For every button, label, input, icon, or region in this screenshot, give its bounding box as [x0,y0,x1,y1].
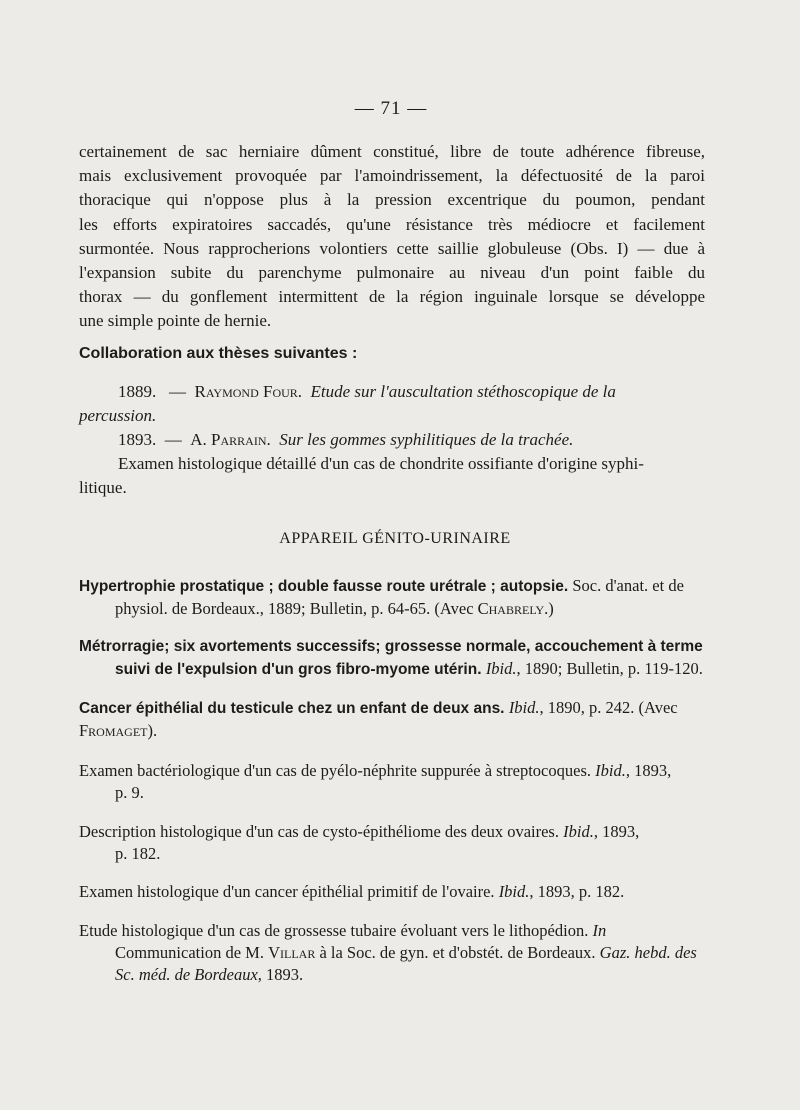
paragraph-line: mais exclusivement provoquée par l'amoindrissement, la défectuosité de la paroi [79,166,705,186]
reference-title: Etude histologique d'un cas de grossesse tubaire évoluant vers le lithopédion. [79,921,593,940]
reference-item [79,881,705,903]
collaboration-heading: Collaboration aux thèses suivantes : [79,345,358,362]
reference-coauthor: Chabrely [477,599,545,618]
reference-item [79,760,705,804]
reference-ibid: Ibid. [595,761,626,780]
reference-source: à la Soc. de gyn. et d'obstét. de Bordeaux. [315,943,600,962]
reference-source: , 1890; Bulletin, p. 119-120. [516,659,703,678]
reference-item [79,697,705,742]
thesis-title: Sur les gommes syphilitiques de la trachée. [279,430,574,449]
reference-title: Hypertrophie prostatique ; double fausse route urétrale ; autopsie. [79,578,569,595]
page-number: — 71 — [354,98,428,119]
reference-in: In [592,921,607,940]
paragraph-line: thorax — du gonflement intermittent de la région inguinale lorsque se développe [79,287,705,307]
reference-journal: Gaz. hebd. des [599,943,697,962]
reference-item [79,636,705,681]
paragraph-line: l'expansion subite du parenchyme pulmonaire au niveau d'un point faible du [79,263,705,283]
section-title: APPAREIL GÉNITO-URINAIRE [279,530,511,547]
thesis-entry-examen-continued: litique. [79,478,127,497]
reference-journal: Sc. méd. de Bordeaux [115,965,258,984]
thesis-dash: — [164,430,182,449]
reference-page: p. 182. [115,844,161,863]
reference-title: Cancer épithélial du testicule chez un enfant de deux ans. [79,700,509,717]
reference-source: Soc. d'anat. et de [568,576,684,595]
reference-source: , 1893, p. 182. [529,882,625,901]
reference-source: , 1893. [257,965,304,984]
paragraph-line: les efforts expiratoires saccadés, qu'une résistance très médiocre et facilement [79,214,705,234]
thesis-dash: — [169,382,186,401]
thesis-year: 1893. [118,430,157,449]
thesis-author: A. Parrain. [190,430,271,449]
reference-page: p. 9. [115,783,144,802]
paragraph-line: une simple pointe de hernie. [79,311,272,331]
reference-title: suivi de l'expulsion d'un gros fibro-myome utérin. [115,661,486,678]
thesis-title-continued: percussion. [79,406,157,425]
thesis-entry-1893 [118,428,573,451]
reference-title: Description histologique d'un cas de cysto-épithéliome des deux ovaires. [79,822,564,841]
reference-ibid: Ibid. [563,822,594,841]
reference-item [79,575,705,620]
reference-item [79,821,705,865]
reference-source: , 1893, [593,822,640,841]
intro-paragraph [79,140,705,334]
reference-source: , 1893, [625,761,672,780]
reference-source: Communication de M. [115,943,269,962]
thesis-title: Etude sur l'auscultation stéthoscopique de la [310,382,616,401]
reference-title: Métrorragie; six avortements successifs; grossesse normale, accouchement à terme [79,638,703,655]
reference-ibid: Ibid. [485,659,517,678]
reference-title: Examen histologique d'un cancer épithélial primitif de l'ovaire. [79,882,499,901]
paragraph-line: surmontée. Nous rapprocherions volontiers cette saillie globuleuse (Obs. I) — due à [79,238,705,258]
reference-item [79,920,705,986]
reference-source: , 1890, p. 242. (Avec [539,698,678,717]
thesis-author: Raymond Four. [194,382,303,401]
thesis-year: 1889. [118,382,157,401]
thesis-entry-examen: Examen histologique détaillé d'un cas de chondrite ossifiante d'origine syphi- [118,454,644,473]
reference-punct: ). [147,721,158,740]
reference-ibid: Ibid. [508,698,540,717]
thesis-entry-1889 [118,380,706,403]
reference-title: Examen bactériologique d'un cas de pyélo-néphrite suppurée à streptocoques. [79,761,596,780]
reference-ibid: Ibid. [498,882,530,901]
reference-person: Villar [268,943,316,962]
reference-source: physiol. de Bordeaux., 1889; Bulletin, p. 64-65. (Avec [115,599,478,618]
paragraph-line: thoracique qui n'oppose plus à la pression excentrique du poumon, pendant [79,190,705,210]
paragraph-line: certainement de sac herniaire dûment constitué, libre de toute adhérence fibreuse, [79,142,705,161]
reference-punct: .) [544,599,554,618]
reference-coauthor: Fromaget [79,721,148,740]
